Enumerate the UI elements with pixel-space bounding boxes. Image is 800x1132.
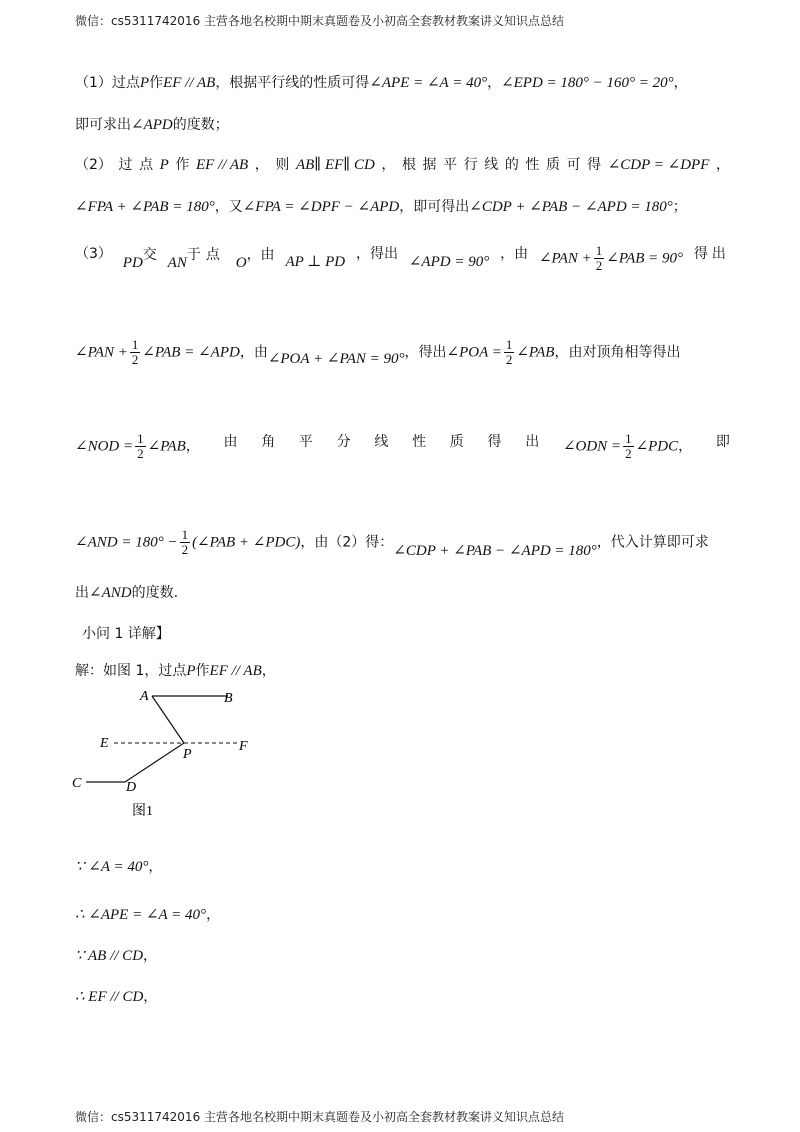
text: ， [715, 157, 730, 173]
math: (∠PAB + ∠PDC) [192, 534, 301, 551]
math: ∠PAB = ∠APD [142, 344, 240, 361]
analysis-line-7 [75, 432, 730, 461]
text: ，由 [246, 247, 275, 263]
text: 得出 [693, 246, 730, 262]
text: 可 [566, 157, 581, 173]
text: 则 [275, 157, 290, 173]
text: 由 [223, 434, 238, 450]
label-E: E [100, 736, 109, 751]
frac-den: 2 [625, 446, 632, 461]
math: ∠APE = ∠A = 40° [369, 75, 488, 91]
frac-den: 2 [137, 446, 144, 461]
solution-step-4 [75, 986, 730, 1007]
figure-1 [70, 686, 270, 826]
analysis-line-8 [75, 528, 730, 557]
math: ∠CDP + ∠PAB − ∠APD = 180° [393, 542, 597, 559]
text: ，得出 [404, 344, 447, 361]
page-footer: 微信：cs5311742016 主营各地名校期中期末真题卷及小初高全套教材教案讲义知识点总结 [75, 1110, 565, 1124]
text: ； [672, 199, 687, 215]
text: ， [487, 75, 502, 91]
fraction [180, 528, 191, 557]
text: （3） [75, 246, 112, 262]
text: 交 [142, 247, 157, 263]
fraction [623, 432, 634, 461]
text: 作 [175, 157, 190, 173]
math: ∠ODN = [562, 438, 622, 455]
text: 出 [75, 585, 89, 601]
math: ∠PDC [635, 438, 679, 455]
text: 性 [412, 434, 427, 450]
text: ，代入计算即可求 [596, 534, 709, 551]
fraction [135, 432, 146, 461]
math: AN [167, 255, 187, 271]
text: 线 [374, 434, 389, 450]
math: AP ⊥ PD [285, 254, 346, 270]
text: ，又 [214, 199, 243, 215]
text: 解：如图 1，过点 [75, 663, 187, 679]
math: ∵ ∠A = 40° [75, 859, 149, 875]
math: ∠EPD = 180° − 160° = 20° [501, 75, 674, 91]
text: 分 [336, 434, 351, 450]
text: 于点 [186, 247, 225, 263]
text: 过 [118, 157, 133, 173]
text: 的度数； [172, 117, 229, 133]
text: 角 [261, 434, 276, 450]
analysis-line-3 [75, 155, 730, 175]
math: ∵ AB // CD [75, 948, 144, 964]
frac-den: 2 [595, 258, 603, 273]
text: （2） [75, 157, 112, 173]
segment-AP [152, 696, 184, 743]
text: 点 [139, 157, 154, 173]
text: ，由（2）得： [300, 534, 394, 551]
label-F: F [239, 739, 248, 754]
math: AB∥ EF∥ CD [295, 157, 375, 173]
text: （1）过点 [75, 75, 140, 91]
math: ∠AND = 180° − [75, 534, 178, 551]
text: ， [143, 948, 158, 964]
section-title: 小问 1 详解】 [82, 626, 170, 642]
label-A: A [140, 689, 149, 704]
analysis-line-5 [75, 244, 730, 273]
math: PD [122, 255, 143, 271]
math: P [159, 157, 169, 173]
math: ∠PAB [147, 438, 186, 455]
math: ∠FPA = ∠DPF − ∠APD [242, 199, 400, 215]
text: 平 [298, 434, 313, 450]
frac-num: 1 [595, 243, 603, 258]
label-P: P [183, 747, 192, 762]
text: ， [185, 438, 200, 455]
text: ， [254, 157, 269, 173]
fraction [594, 244, 605, 273]
text: 即可求出 [75, 117, 131, 133]
text: ，由对顶角相等得出 [554, 344, 681, 361]
text: ，得出 [355, 246, 398, 262]
text: 即 [715, 434, 730, 450]
text: ， [148, 859, 163, 875]
math: ∠PAN + [538, 250, 592, 267]
text: ， [678, 438, 693, 455]
label-C: C [72, 776, 82, 791]
math: ∠AND [89, 585, 132, 601]
frac-num: 1 [181, 527, 189, 542]
text: ， [381, 157, 396, 173]
math: ∠PAB = 90° [606, 250, 684, 267]
text: ，即可得出 [399, 199, 470, 215]
text: 性 [525, 157, 540, 173]
math: P [139, 75, 150, 91]
text: 平 [443, 157, 458, 173]
text: 得 [487, 434, 502, 450]
text: ， [206, 907, 221, 923]
text: ，由 [500, 246, 529, 262]
text: ， [673, 75, 688, 91]
math: ∠POA = [446, 344, 502, 361]
math: ∠CDP = ∠DPF [607, 157, 710, 173]
solution-intro [75, 660, 730, 681]
frac-num: 1 [131, 337, 139, 352]
math: P [186, 663, 196, 679]
text: 行 [463, 157, 478, 173]
text: ，根据平行线的性质可得 [215, 75, 370, 91]
text: 线 [484, 157, 499, 173]
text: 的度数. [131, 585, 179, 601]
frac-num: 1 [505, 337, 513, 352]
math: EF // AB [163, 75, 216, 91]
math: ∴ EF // CD [75, 989, 144, 1005]
frac-den: 2 [505, 352, 513, 367]
text: 得 [587, 157, 602, 173]
solution-step-1 [75, 856, 730, 877]
text: 据 [422, 157, 437, 173]
text: 作 [149, 75, 164, 91]
math: O [235, 255, 247, 271]
frac-num: 1 [137, 431, 144, 446]
text: 的 [504, 157, 519, 173]
solution-step-2 [75, 904, 730, 925]
text: 出 [525, 434, 540, 450]
analysis-line-6 [75, 338, 730, 367]
analysis-line-4 [75, 196, 730, 217]
segment-PD [125, 743, 184, 782]
math: ∠PAN + [75, 344, 128, 361]
math: ∠PAB [516, 344, 555, 361]
solution-step-3 [75, 945, 730, 966]
fraction [130, 338, 141, 367]
text: 作 [195, 663, 210, 679]
math: ∴ ∠APE = ∠A = 40° [75, 907, 207, 923]
text: ，由 [239, 344, 268, 361]
math: ∠APD [131, 117, 173, 133]
text: 根 [401, 157, 416, 173]
math: ∠NOD = [75, 438, 134, 455]
math: ∠POA + ∠PAN = 90° [267, 350, 405, 367]
fraction [504, 338, 515, 367]
label-D: D [126, 780, 137, 795]
analysis-line-1 [75, 72, 730, 93]
math: ∠FPA + ∠PAB = 180° [75, 199, 215, 215]
frac-den: 2 [131, 352, 139, 367]
analysis-line-9 [75, 582, 730, 603]
text: 质 [449, 434, 464, 450]
page-header: 微信：cs5311742016 主营各地名校期中期末真题卷及小初高全套教材教案讲义知识点总结 [75, 14, 565, 28]
math: ∠CDP + ∠PAB − ∠APD = 180° [469, 199, 673, 215]
math: EF // AB [209, 663, 262, 679]
text: ， [143, 989, 158, 1005]
text: ， [261, 663, 276, 679]
math: ∠APD = 90° [408, 254, 490, 270]
frac-den: 2 [181, 542, 189, 557]
analysis-line-2 [75, 114, 730, 135]
text: 质 [546, 157, 560, 173]
label-B: B [224, 691, 233, 706]
figure-caption: 图1 [132, 804, 153, 819]
math: EF // AB [195, 157, 249, 173]
frac-num: 1 [625, 431, 632, 446]
